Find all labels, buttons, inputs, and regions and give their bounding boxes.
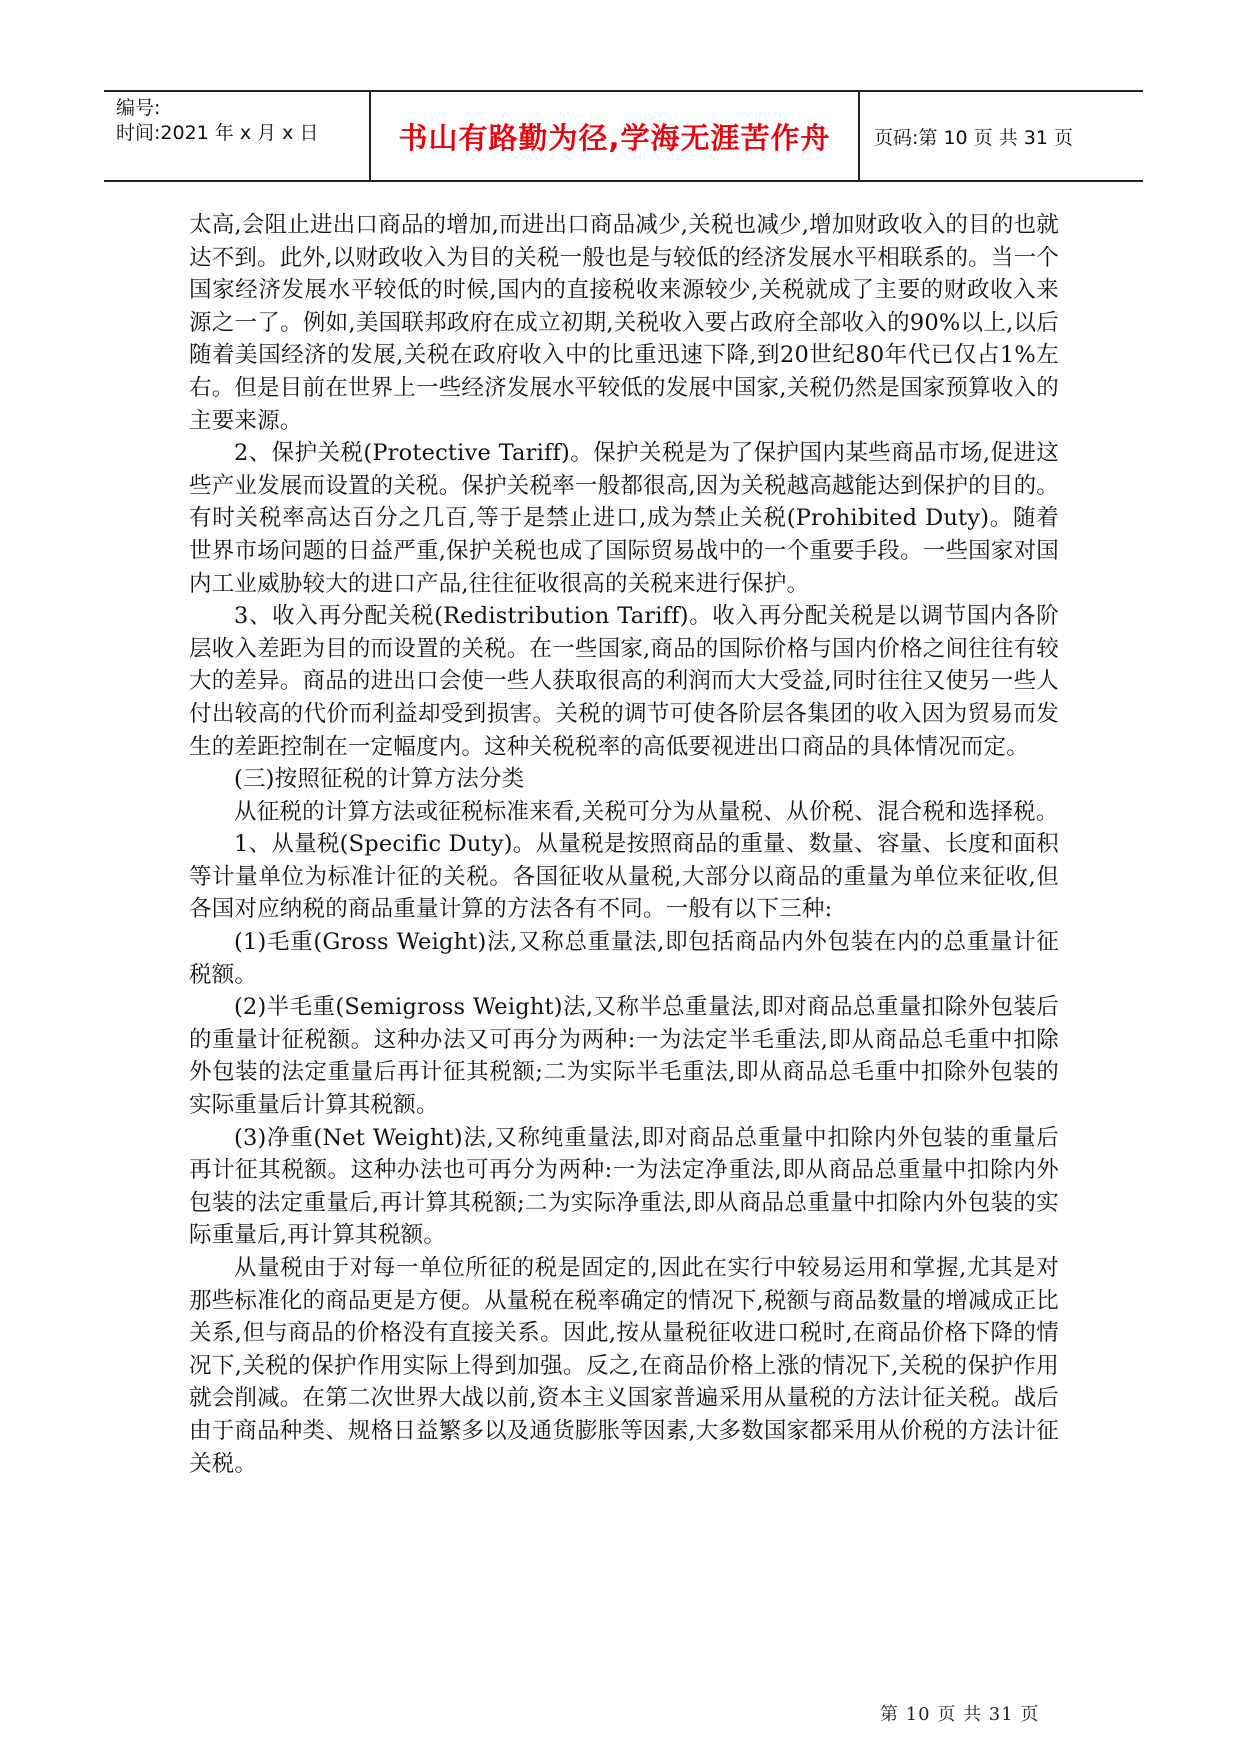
paragraph: (1)毛重(Gross Weight)法,又称总重量法,即包括商品内外包装在内的总重量计征税额。 [189,929,1059,988]
paragraph: 太高,会阻止进出口商品的增加,而进出口商品减少,关税也减少,增加财政收入的目的也就达不到。此外,以财政收入为目的关税一般也是与较低的经济发展水平相联系的。当一个国家经济发展水平较低的时候,国内的直接税收来源较少,关税就成了主要的财政收入来源之一了。例如,美国联邦政府在成立初期,关税收入要占政府全部收入的90%以上,以后随着美国经济的发展,关税在政府收入中的比重迅速下降,到20世纪80年代已仅占1%左右。但是目前在世界上一些经济发展水平较低的发展中国家,关税仍然是国家预算收入的主要来源。 [189,212,1059,434]
document-header [104,90,1143,182]
paragraph: 3、收入再分配关税(Redistribution Tariff)。收入再分配关税是以调节国内各阶层收入差距为目的而设置的关税。在一些国家,商品的国际价格与国内价格之间往往有较大的差异。商品的进出口会使一些人获取很高的利润而大大受益,同时往往又使另一些人付出较高的代价而利益却受到损害。关税的调节可使各阶层各集团的收入因为贸易而发生的差距控制在一定幅度内。这种关税税率的高低要视进出口商品的具体情况而定。 [189,603,1059,760]
header-page-info: 页码:第 10 页 共 31 页 [874,126,1073,149]
paragraph: (2)半毛重(Semigross Weight)法,又称半总重量法,即对商品总重量扣除外包装后的重量计征税额。这种办法又可再分为两种:一为法定半毛重法,即从商品总毛重中扣除外包装的法定重量后再计征其税额;二为实际半毛重法,即从商品总毛重中扣除外包装的实际重量后计算其税额。 [189,994,1059,1119]
paragraph: 1、从量税(Specific Duty)。从量税是按照商品的重量、数量、容量、长度和面积等计量单位为标准计征的关税。各国征收从量税,大部分以商品的重量为单位来征收,但各国对应纳税的商品重量计算的方法各有不同。一般有以下三种: [189,831,1059,923]
paragraph: 从量税由于对每一单位所征的税是固定的,因此在实行中较易运用和掌握,尤其是对那些标准化的商品更是方便。从量税在税率确定的情况下,税额与商品数量的增减成正比关系,但与商品的价格没有直接关系。因此,按从量税征收进口税时,在商品价格下降的情况下,关税的保护作用实际上得到加强。反之,在商品价格上涨的情况下,关税的保护作用就会削减。在第二次世界大战以前,资本主义国家普遍采用从量税的方法计征关税。战后由于商品种类、规格日益繁多以及通货膨胀等因素,大多数国家都采用从价税的方法计征关税。 [189,1255,1059,1477]
paragraph: (3)净重(Net Weight)法,又称纯重量法,即对商品总重量中扣除内外包装的重量后再计征其税额。这种办法也可再分为两种:一为法定净重法,即从商品总重量中扣除内外包装的法定重量后,再计算其税额;二为实际净重法,即从商品总重量中扣除内外包装的实际重量后,再计算其税额。 [189,1124,1059,1249]
header-divider [858,92,860,180]
section-heading: (三)按照征税的计算方法分类 [234,766,525,793]
body-text [189,209,1059,1480]
page-footer: 第 10 页 共 31 页 [880,1704,1040,1725]
paragraph: 从征税的计算方法或征税标准来看,关税可分为从量税、从价税、混合税和选择税。 [234,798,1059,825]
number-label: 编号: [116,97,161,119]
header-motto: 书山有路勤为径,学海无涯苦作舟 [398,120,831,155]
header-meta [116,92,364,180]
time-label: 时间:2021 年 x 月 x 日 [116,122,319,144]
paragraph: 2、保护关税(Protective Tariff)。保护关税是为了保护国内某些商品市场,促进这些产业发展而设置的关税。保护关税率一般都很高,因为关税越高越能达到保护的目的。有时关税率高达百分之几百,等于是禁止进口,成为禁止关税(Prohibited Duty)。随着世界市场问题的日益严重,保护关税也成了国际贸易战中的一个重要手段。一些国家对国内工业威胁较大的进口产品,往往征收很高的关税来进行保护。 [189,440,1059,597]
